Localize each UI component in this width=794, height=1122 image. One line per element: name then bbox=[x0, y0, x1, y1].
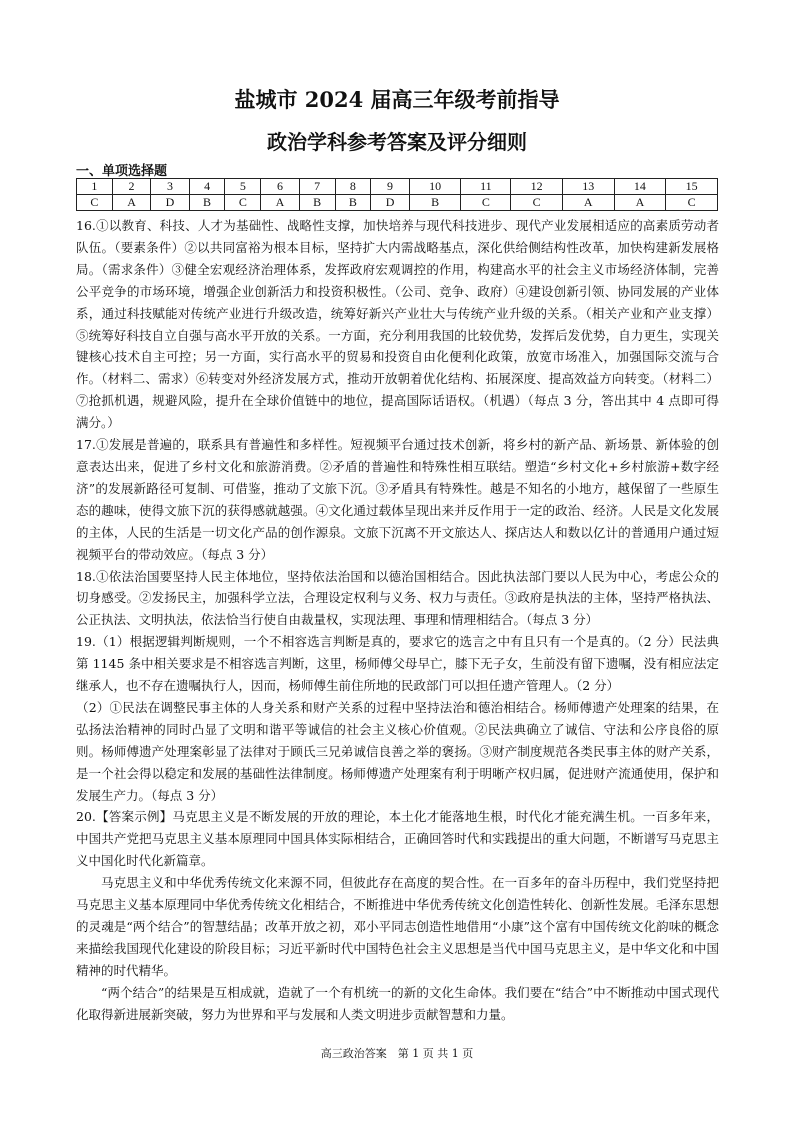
page-subtitle: 政治学科参考答案及评分细则 bbox=[267, 130, 527, 154]
answer-cell: B bbox=[335, 195, 371, 211]
question-number-cell: 9 bbox=[371, 179, 409, 195]
section-heading: 一、单项选择题 bbox=[76, 164, 168, 179]
question-number-cell: 6 bbox=[261, 179, 299, 195]
question-number-cell: 12 bbox=[511, 179, 563, 195]
question-number-cell: 10 bbox=[409, 179, 461, 195]
answer-cell: A bbox=[562, 195, 614, 211]
answer-16: 16.①以教育、科技、人才为基础性、战略性支撑，加快培养与现代科技进步、现代产业发展相适应的高素质劳动者队伍。（要素条件）②以共同富裕为根本目标，坚持扩大内需战略基点，深化供给侧结构性改革，加快构建新发展格局。（需求条件）③健全宏观经济治理体系，发挥政府宏观调控的作用，构建高水平的社会主义市场经济体制，完善公平竞争的市场环境，增强企业创新活力和投资积极性。（公司、竞争、政府）④建设创新引领、协同发展的产业体系，通过科技赋能对传统产业进行升级改造，统筹好新兴产业壮大与传统产业升级的关系。（相关产业和产业支撑）⑤统筹好科技自立自强与高水平开放的关系。一方面，充分利用我国的比较优势，发挥后发优势，自力更生，实现关键核心技术自主可控；另一方面，实行高水平的贸易和投资自由化便利化政策，放宽市场准入，加强国际交流与合作。（材料二、需求）⑥转变对外经济发展方式，推动开放朝着优化结构、拓展深度、提高效益方向转变。（材料二）⑦抢抓机遇，规避风险，提升在全球价值链中的地位，提高国际话语权。（机遇）（每点 3 分，答出其中 4 点即可得满分。） bbox=[76, 218, 719, 431]
answer-cell: D bbox=[371, 195, 409, 211]
answer-cell: D bbox=[151, 195, 189, 211]
answer-body bbox=[76, 215, 719, 1026]
answer-17: 17.①发展是普遍的，联系具有普遍性和多样性。短视频平台通过技术创新，将乡村的新产品、新场景、新体验的创意表达出来，促进了乡村文化和旅游消费。②矛盾的普遍性和特殊性相互联结。塑造“乡村文化+乡村旅游+数字经济”的发展新路径可复制、可借鉴，推动了文旅下沉。③矛盾具有特殊性。越是不知名的小地方，越保留了一些原生态的趣味，使得文旅下沉的获得感就越强。④文化通过载体呈现出来并反作用于一定的政治、经济。人民是文化发展的主体，人民的生活是一切文化产品的创作源泉。文旅下沉离不开文旅达人、探店达人和数以亿计的普通用户通过短视频平台的带动效应。（每点 3 分） bbox=[76, 437, 719, 562]
answer-20-para-2: 马克思主义和中华优秀传统文化来源不同，但彼此存在高度的契合性。在一百多年的奋斗历程中，我们党坚持把马克思主义基本原理同中华优秀传统文化相结合，不断推进中华优秀传统文化创造性转化、创新性发展。毛泽东思想的灵魂是“两个结合”的智慧结晶；改革开放之初，邓小平同志创造性地借用“小康”这个富有中国传统文化韵味的概念来描绘我国现代化建设的阶段目标；习近平新时代中国特色社会主义思想是当代中国马克思主义，是中华文化和中国精神的时代精华。 bbox=[76, 875, 719, 978]
question-number-cell: 4 bbox=[189, 179, 225, 195]
answer-table bbox=[76, 178, 718, 211]
answer-table-number-row bbox=[77, 179, 718, 195]
answer-cell: A bbox=[614, 195, 666, 211]
question-number-cell: 2 bbox=[112, 179, 150, 195]
question-number-cell: 14 bbox=[614, 179, 666, 195]
answer-19-2: （2）①民法在调整民事主体的人身关系和财产关系的过程中坚持法治和德治相结合。杨师傅遗产处理案的结果，在弘扬法治精神的同时凸显了文明和谐平等诚信的社会主义核心价值观。②民法典确立了诚信、守法和公序良俗的原则。杨师傅遗产处理案彰显了法律对于顾氏三兄弟诚信良善之举的褒扬。③财产制度规范各类民事主体的财产关系，是一个社会得以稳定和发展的基础性法律制度。杨师傅遗产处理案有利于明晰产权归属，促进财产流通使用，保护和发展生产力。（每点 3 分） bbox=[76, 699, 719, 803]
question-number-cell: 1 bbox=[77, 179, 113, 195]
answer-20-para-3: “两个结合”的结果是互相成就，造就了一个有机统一的新的文化生命体。我们要在“结合”中不断推动中国式现代化取得新进展新突破，努力为世界和平与发展和人类文明进步贡献智慧和力量。 bbox=[76, 984, 719, 1022]
question-number-cell: 15 bbox=[666, 179, 718, 195]
question-number-cell: 8 bbox=[335, 179, 371, 195]
answer-cell: B bbox=[299, 195, 335, 211]
question-number-cell: 7 bbox=[299, 179, 335, 195]
answer-table-answer-row bbox=[77, 195, 718, 211]
answer-cell: C bbox=[225, 195, 261, 211]
answer-cell: C bbox=[461, 195, 511, 211]
question-number-cell: 11 bbox=[461, 179, 511, 195]
answer-19-1: 19.（1）根据逻辑判断规则，一个不相容选言判断是真的，要求它的选言之中有且只有一个是真的。（2 分）民法典第 1145 条中相关要求是不相容选言判断，这里，杨师傅父母早亡，膝下无子女，生前没有留下遗嘱，没有相应法定继承人，也不存在遗嘱执行人，因而，杨师傅生前住所地的民政部门可以担任遗产管理人。（2 分） bbox=[76, 634, 719, 694]
question-number-cell: 3 bbox=[151, 179, 189, 195]
answer-cell: B bbox=[409, 195, 461, 211]
answer-cell: C bbox=[511, 195, 563, 211]
page-title: 盐城市 2024 届高三年级考前指导 bbox=[234, 87, 560, 112]
answer-cell: C bbox=[666, 195, 718, 211]
answer-18: 18.①依法治国要坚持人民主体地位，坚持依法治国和以德治国相结合。因此执法部门要以人民为中心，考虑公众的切身感受。②发扬民主，加强科学立法，合理设定权利与义务、权力与责任。③政府是执法的主体，坚持严格执法、公正执法、文明执法，依法恰当行使自由裁量权，实现法理、事理和情理相结合。（每点 3 分） bbox=[76, 568, 719, 628]
question-number-cell: 13 bbox=[562, 179, 614, 195]
answer-cell: A bbox=[112, 195, 150, 211]
answer-cell: B bbox=[189, 195, 225, 211]
answer-cell: C bbox=[77, 195, 113, 211]
question-number-cell: 5 bbox=[225, 179, 261, 195]
page-footer: 高三政治答案 第 1 页 共 1 页 bbox=[320, 1047, 474, 1060]
answer-cell: A bbox=[261, 195, 299, 211]
answer-20-intro: 20.【答案示例】马克思主义是不断发展的开放的理论，本土化才能落地生根，时代化才能充满生机。一百多年来，中国共产党把马克思主义基本原理同中国具体实际相结合，正确回答时代和实践提出的重大问题，不断谱写马克思主义中国化时代化新篇章。 bbox=[76, 809, 719, 869]
